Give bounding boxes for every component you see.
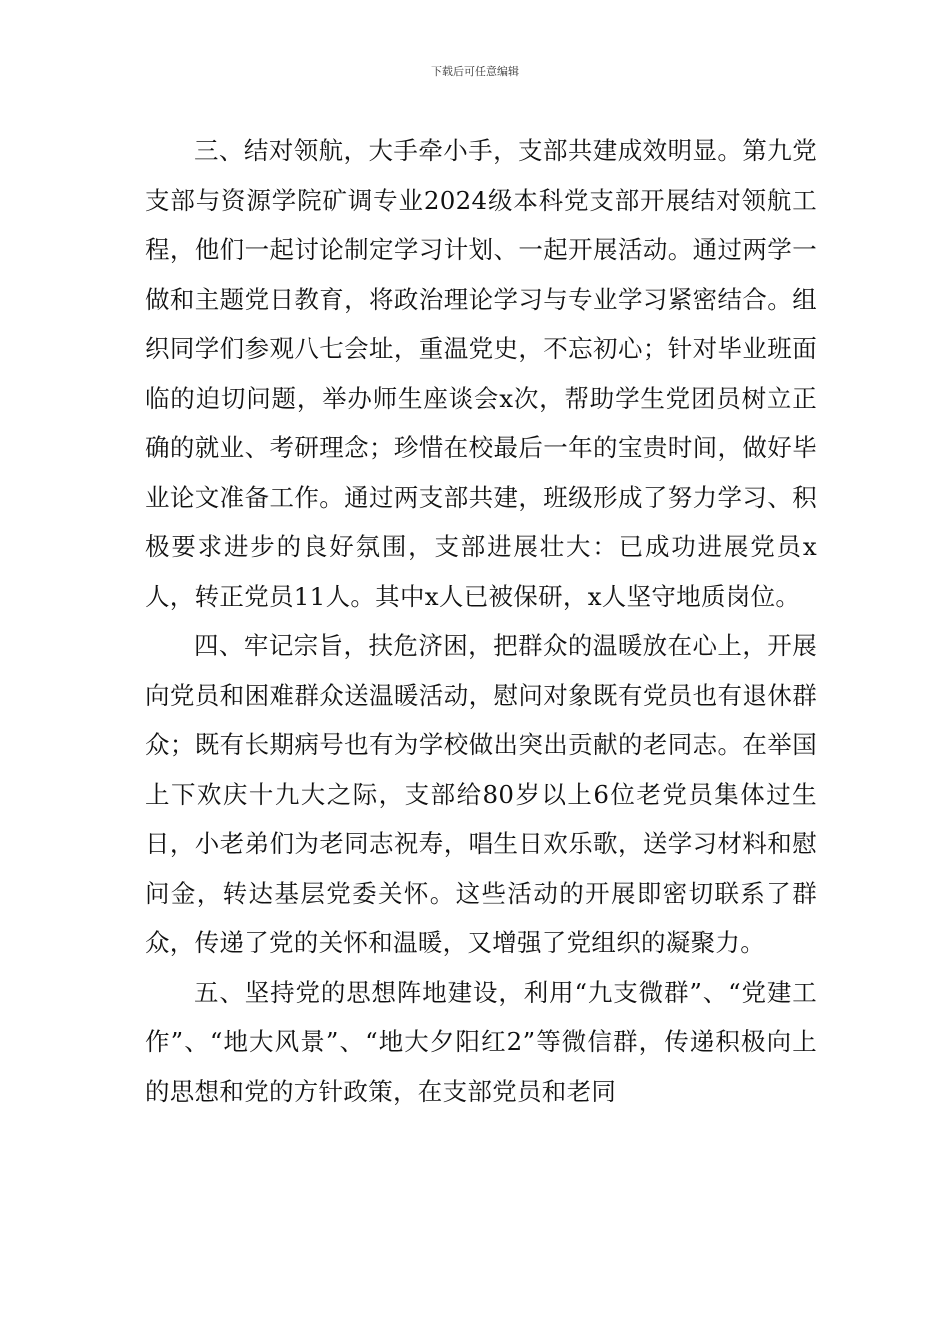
paragraph-section-3: 三、结对领航，大手牵小手，支部共建成效明显。第九党支部与资源学院矿调专业2024级本科党支部开展结对领航工程，他们一起讨论制定学习计划、一起开展活动。通过两学一做和主题党日教育，将政治理论学习与专业学习紧密结合。组织同学们参观八七会址，重温党史，不忘初心；针对毕业班面临的迫切问题，举办师生座谈会x次，帮助学生党团员树立正确的就业、考研理念；珍惜在校最后一年的宝贵时间，做好毕业论文准备工作。通过两支部共建，班级形成了努力学习、积极要求进步的良好氛围，支部进展壮大：已成功进展党员x人，转正党员11人。其中x人已被保研，x人坚守地质岗位。 [145,136,817,611]
paragraph-section-4: 四、牢记宗旨，扶危济困，把群众的温暖放在心上，开展向党员和困难群众送温暖活动，慰问对象既有党员也有退休群众；既有长期病号也有为学校做出突出贡献的老同志。在举国上下欢庆十九大之际，支部给80岁以上6位老党员集体过生日，小老弟们为老同志祝寿，唱生日欢乐歌，送学习材料和慰问金，转达基层党委关怀。这些活动的开展即密切联系了群众，传递了党的关怀和温暖，又增强了党组织的凝聚力。 [145,631,817,957]
paragraph-section-5: 五、坚持党的思想阵地建设，利用“九支微群”、“党建工作”、“地大风景”、“地大夕阳红2”等微信群，传递积极向上的思想和党的方针政策，在支部党员和老同 [145,977,817,1106]
page-header-note: 下载后可任意编辑 [431,65,519,78]
document-body [145,126,817,1116]
